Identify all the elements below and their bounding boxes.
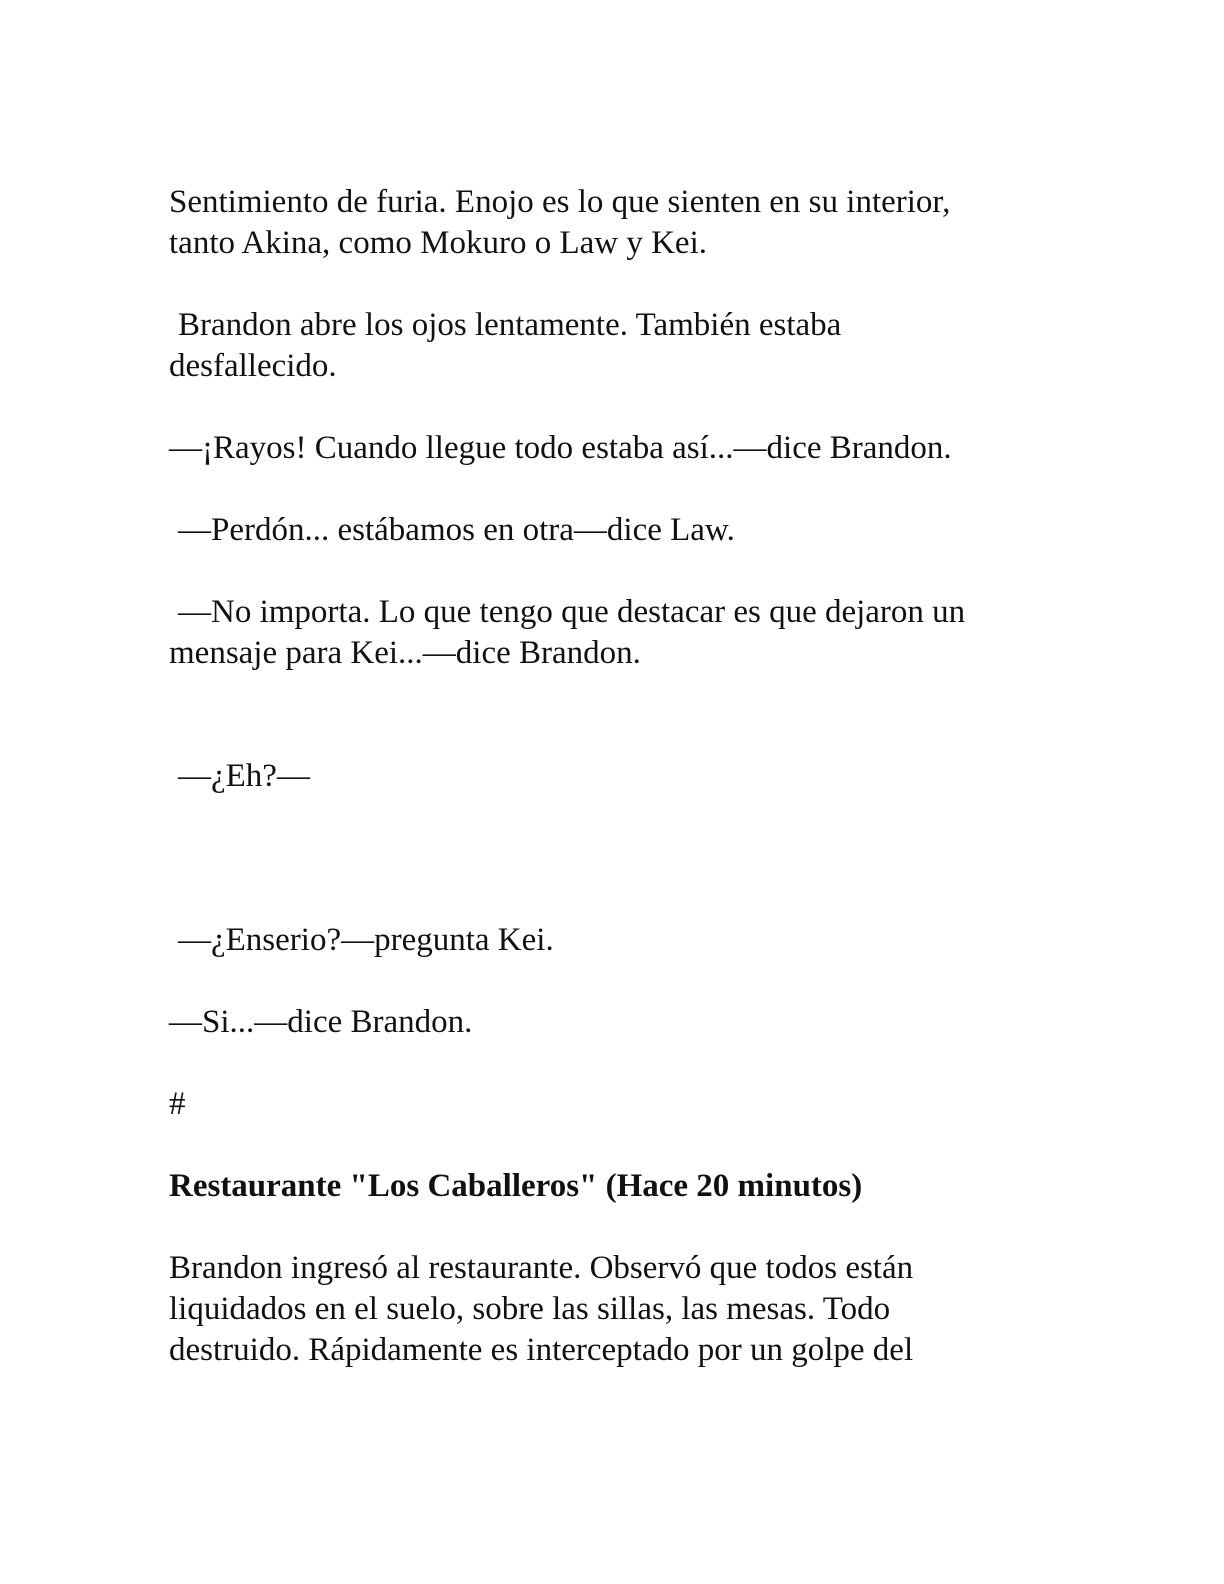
paragraph-1-line-2: tanto Akina, como Mokuro o Law y Kei. (169, 225, 707, 261)
paragraph-last-line-1: Brandon ingresó al restaurante. Observó que todos están (169, 1250, 914, 1286)
paragraph-last-line-3: destruido. Rápidamente es interceptado por un golpe del (169, 1332, 914, 1368)
dialogue-no-importa-line-1: —No importa. Lo que tengo que destacar es que dejaron un (178, 594, 966, 630)
dialogue-no-importa-line-2: mensaje para Kei...—dice Brandon. (169, 635, 641, 671)
section-heading: Restaurante "Los Caballeros" (Hace 20 minutos) (169, 1168, 863, 1204)
dialogue-si: —Si...—dice Brandon. (169, 1004, 473, 1040)
paragraph-2-line-2: desfallecido. (169, 348, 337, 384)
paragraph-1-line-1: Sentimiento de furia. Enojo es lo que sienten en su interior, (169, 184, 951, 220)
dialogue-eh: —¿Eh?— (178, 758, 310, 794)
section-separator: # (169, 1086, 186, 1122)
dialogue-enserio: —¿Enserio?—pregunta Kei. (178, 922, 554, 958)
paragraph-2-line-1: Brandon abre los ojos lentamente. También estaba (178, 307, 842, 343)
dialogue-perdon: —Perdón... estábamos en otra—dice Law. (178, 512, 735, 548)
dialogue-rayos: —¡Rayos! Cuando llegue todo estaba así...—dice Brandon. (169, 430, 952, 466)
paragraph-last-line-2: liquidados en el suelo, sobre las sillas, las mesas. Todo (169, 1291, 891, 1327)
